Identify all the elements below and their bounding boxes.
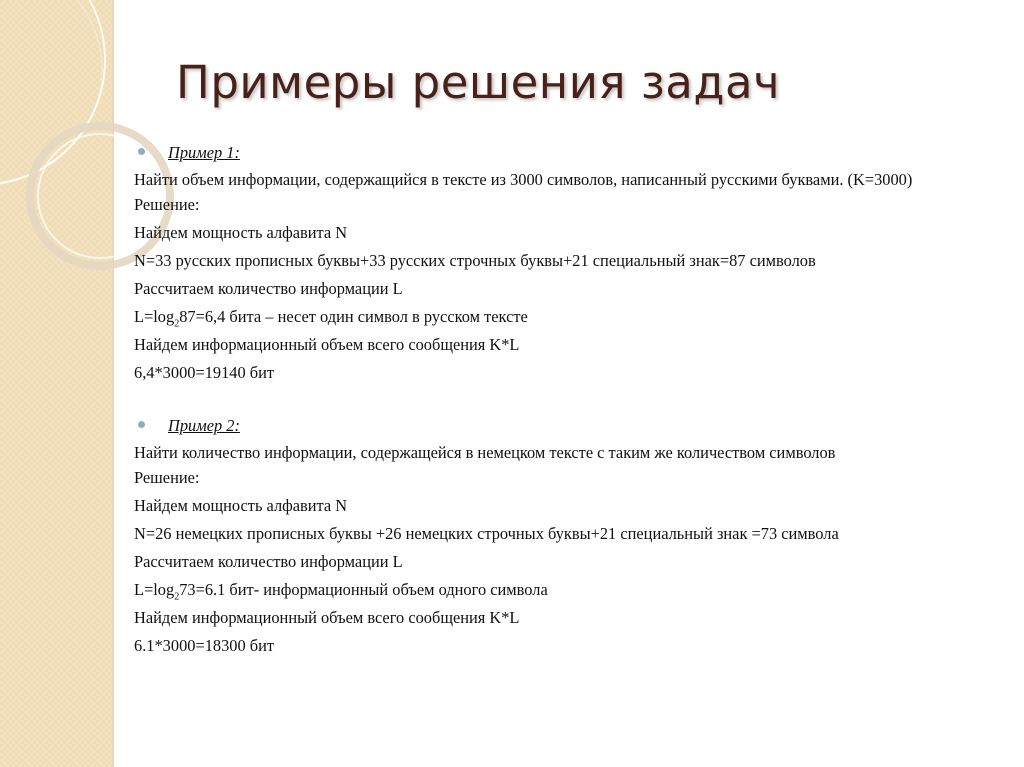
example2-step4-subscript: 2 (174, 591, 180, 603)
example2-heading (134, 416, 1014, 435)
example2-step6: 6.1*3000=18300 бит (134, 636, 275, 655)
slide-content (134, 143, 1014, 664)
example2-step1: Найдем мощность алфавита N (134, 496, 348, 515)
example1-step1: Найдем мощность алфавита N (134, 223, 348, 242)
example1-step4-prefix: L=log (134, 307, 175, 326)
example2-step4-prefix: L=log (134, 580, 175, 599)
example1-step6: 6,4*3000=19140 бит (134, 363, 275, 382)
example2-solution-label: Решение: (134, 468, 200, 487)
bullet-icon (138, 148, 145, 155)
example2-step5: Найдем информационный объем всего сообщения K*L (134, 608, 520, 627)
example2-task: Найти количество информации, содержащейся в немецком тексте с таким же количеством символов (134, 443, 836, 462)
example1-step5: Найдем информационный объем всего сообщения K*L (134, 335, 520, 354)
example1-step4 (134, 307, 1014, 330)
example1-task: Найти объем информации, содержащийся в тексте из 3000 символов, написанный русскими буквами. (K=3000) (134, 170, 913, 189)
example1-step2: N=33 русских прописных буквы+33 русских строчных буквы+21 специальный знак=87 символов (134, 251, 816, 270)
example1-step4-subscript: 2 (174, 318, 180, 330)
example1-heading (134, 143, 1014, 162)
example2-step3: Рассчитаем количество информации L (134, 552, 403, 571)
slide-title: Примеры решения задач (176, 56, 781, 109)
example1-solution-label: Решение: (134, 195, 200, 214)
example2-step4-rest: 73=6.1 бит- информационный объем одного символа (179, 580, 548, 599)
section-spacer (134, 391, 1014, 416)
example2-step2: N=26 немецких прописных буквы +26 немецких строчных буквы+21 специальный знак =73 символа (134, 524, 839, 543)
example2-step4 (134, 580, 1014, 603)
bullet-icon (138, 421, 145, 428)
example1-step4-rest: 87=6,4 бита – несет один символ в русском тексте (179, 307, 528, 326)
example1-step3: Рассчитаем количество информации L (134, 279, 403, 298)
example2-heading-text: Пример 2: (168, 416, 240, 435)
example1-heading-text: Пример 1: (168, 143, 240, 162)
